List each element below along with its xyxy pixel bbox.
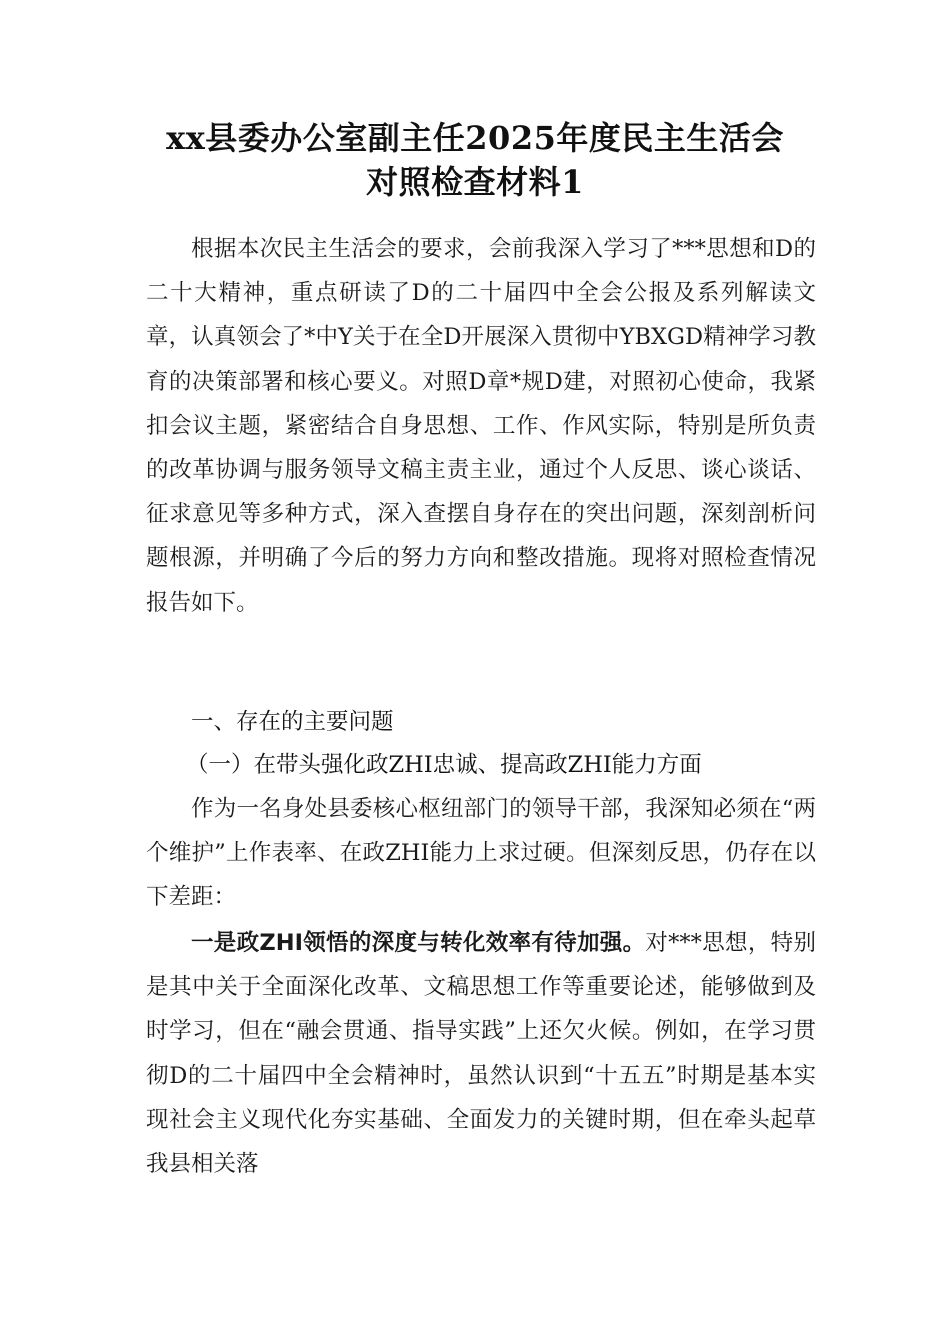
intro-paragraph: 根据本次民主生活会的要求，会前我深入学习了***思想和D的二十大精神，重点研读了D的二十届四中全会公报及系列解读文章，认真领会了*中Y关于在全D开展深入贯彻中YBXGD精神学习教育的决策部署和核心要义。对照D章*规D建，对照初心使命，我紧扣会议主题，紧密结合自身思想、工作、作风实际，特别是所负责的改革协调与服务领导文稿主责主业，通过个人反思、谈心谈话、征求意见等多种方式，深入查摆自身存在的突出问题，深刻剖析问题根源，并明确了今后的努力方向和整改措施。现将对照检查情况报告如下。 — [146, 236, 816, 616]
subsection-heading: （一）在带头强化政ZHI忠诚、提高政ZHI能力方面 — [186, 752, 702, 778]
issue-one-body: 对***思想，特别是其中关于全面深化改革、文稿思想工作等重要论述，能够做到及时学习，但在“融会贯通、指导实践”上还欠火候。例如，在学习贯彻D的二十届四中全会精神时，虽然认识到“十五五”时期是基本实现社会主义现代化夯实基础、全面发力的关键时期，但在牵头起草我县相关落 — [146, 930, 816, 1178]
issue-one-lead: 一是政ZHI领悟的深度与转化效率有待加强。 — [191, 930, 646, 956]
issue-one-paragraph — [146, 921, 816, 1186]
document-title-line-2: 对照检查材料1 — [366, 163, 584, 201]
subsection-intro-paragraph: 作为一名身处县委核心枢纽部门的领导干部，我深知必须在“两个维护”上作表率、在政ZHI能力上求过硬。但深刻反思，仍存在以下差距： — [146, 796, 816, 911]
section-heading: 一、存在的主要问题 — [191, 709, 394, 735]
document-title-line-1: xx县委办公室副主任2025年度民主生活会 — [166, 119, 784, 157]
